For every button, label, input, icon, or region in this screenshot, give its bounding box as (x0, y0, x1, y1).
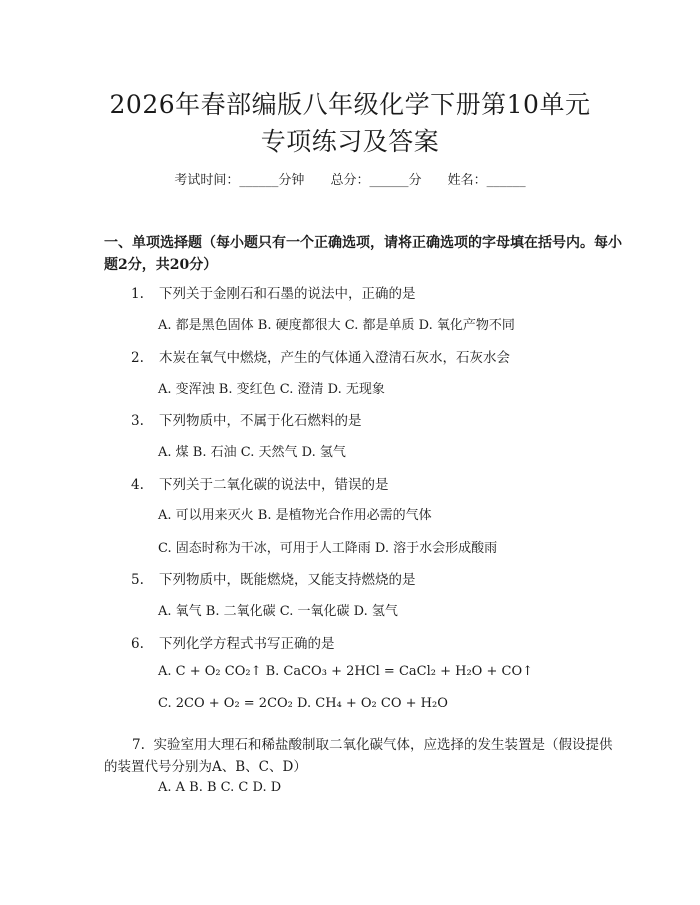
question-6-options-line1: A. C + O₂ CO₂↑ B. CaCO₃ + 2HCl = CaCl₂ + H₂O + CO↑ (158, 664, 533, 679)
document-title-line1: 2026年春部编版八年级化学下册第10单元 (109, 90, 591, 119)
question-1 (131, 282, 416, 302)
question-6 (131, 632, 335, 652)
question-number: 2. (131, 350, 144, 366)
question-4-options-line2: C. 固态时称为干冰，可用于人工降雨 D. 溶于水会形成酸雨 (158, 541, 498, 556)
question-2-options: A. 变浑浊 B. 变红色 C. 澄清 D. 无现象 (158, 382, 385, 397)
question-4 (131, 473, 389, 493)
question-3 (131, 409, 362, 429)
question-stem: 下列物质中，既能燃烧，又能支持燃烧的是 (159, 572, 416, 588)
question-number: 7. (132, 737, 145, 753)
question-stem: 下列物质中，不属于化石燃料的是 (159, 413, 362, 429)
question-number: 3. (131, 413, 144, 429)
question-stem: 下列化学方程式书写正确的是 (159, 636, 335, 652)
question-stem: 下列关于金刚石和石墨的说法中，正确的是 (159, 286, 416, 302)
total-score-field: 总分：______分 (330, 173, 422, 188)
question-6-options-line2: C. 2CO + O₂ = 2CO₂ D. CH₄ + O₂ CO + H₂O (158, 696, 448, 711)
student-name-field: 姓名：______ (447, 173, 526, 188)
question-number: 4. (131, 477, 144, 493)
question-2 (131, 346, 510, 366)
question-stem: 下列关于二氧化碳的说法中，错误的是 (159, 477, 389, 493)
question-4-options-line1: A. 可以用来灭火 B. 是植物光合作用必需的气体 (158, 508, 432, 523)
question-stem: 实验室用大理石和稀盐酸制取二氧化碳气体，应选择的发生装置是（假设提供的装置代号分别为A、B、C、D） (104, 737, 613, 775)
exam-info-line (0, 169, 700, 188)
question-5 (131, 568, 416, 588)
question-7-options: A. A B. B C. C D. D (158, 780, 282, 795)
section-heading: 一、单项选择题（每小题只有一个正确选项，请将正确选项的字母填在括号内。每小题2分，共20分） (104, 235, 622, 273)
question-7 (104, 734, 624, 778)
question-5-options: A. 氧气 B. 二氧化碳 C. 一氧化碳 D. 氢气 (158, 604, 398, 619)
question-number: 5. (131, 572, 144, 588)
question-number: 1. (131, 286, 144, 302)
document-title-line2: 专项练习及答案 (260, 127, 440, 156)
question-stem: 木炭在氧气中燃烧，产生的气体通入澄清石灰水，石灰水会 (159, 350, 510, 366)
question-3-options: A. 煤 B. 石油 C. 天然气 D. 氢气 (158, 445, 346, 460)
exam-time-field: 考试时间：______分钟 (174, 173, 305, 188)
question-number: 6. (131, 636, 144, 652)
question-1-options: A. 都是黑色固体 B. 硬度都很大 C. 都是单质 D. 氧化产物不同 (158, 318, 515, 333)
